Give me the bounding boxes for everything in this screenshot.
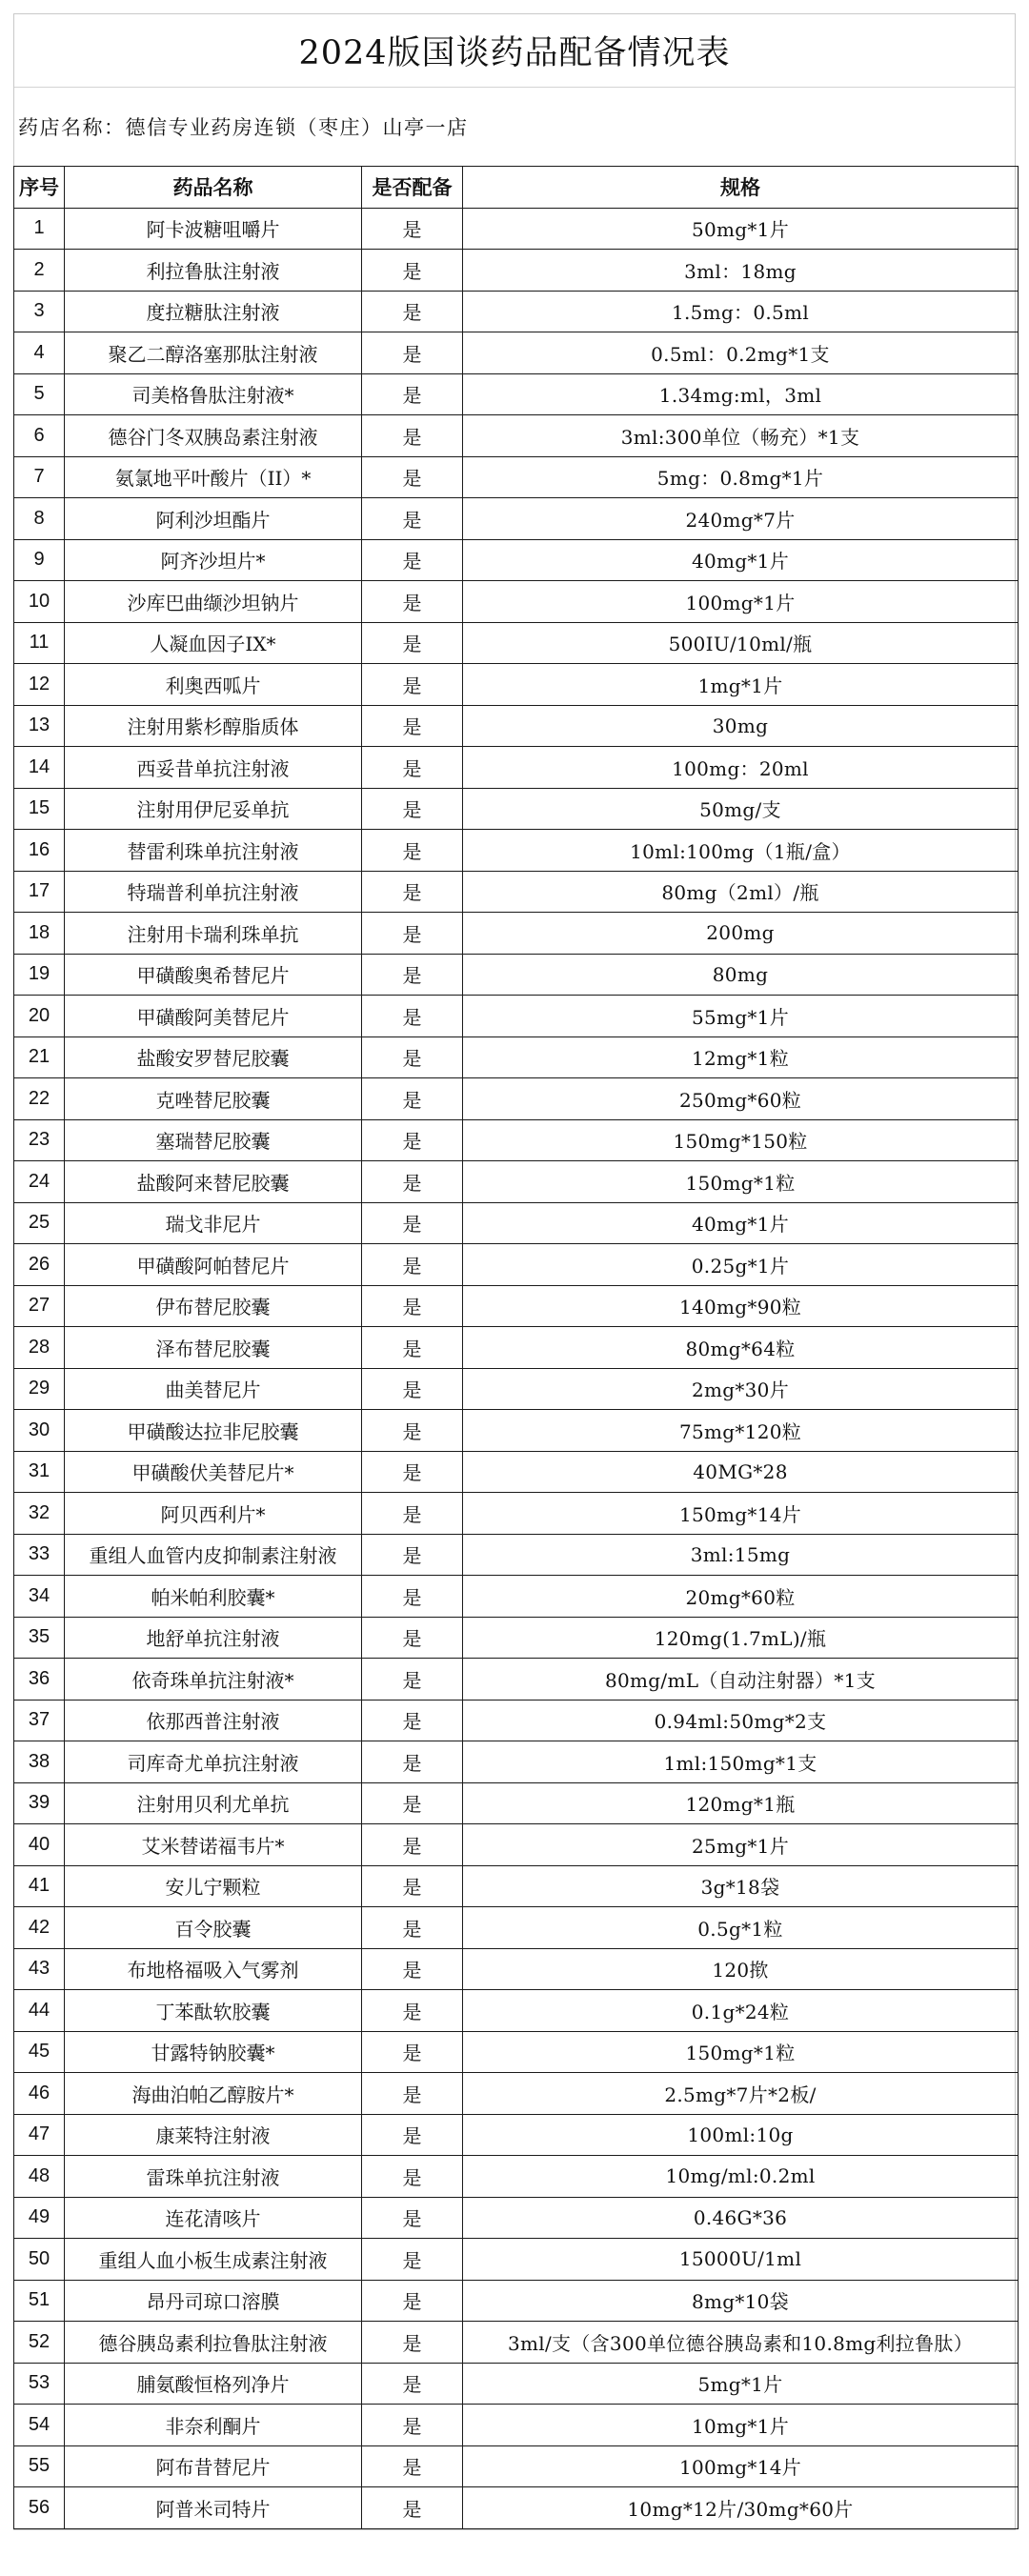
row-number: 18 <box>14 913 65 955</box>
equipped-status: 是 <box>362 1617 463 1659</box>
row-number: 51 <box>14 2280 65 2322</box>
equipped-status: 是 <box>362 2239 463 2281</box>
drug-name: 注射用卡瑞利珠单抗 <box>65 913 362 955</box>
table-row <box>14 1659 1019 1701</box>
drug-name: 依那西普注射液 <box>65 1700 362 1741</box>
equipped-status: 是 <box>362 1078 463 1120</box>
drug-name: 利奥西呱片 <box>65 664 362 706</box>
equipped-status: 是 <box>362 539 463 581</box>
drug-name: 海曲泊帕乙醇胺片* <box>65 2073 362 2115</box>
table-row <box>14 1948 1019 1990</box>
table-row <box>14 1907 1019 1949</box>
row-number: 35 <box>14 1617 65 1659</box>
row-number: 23 <box>14 1119 65 1161</box>
row-number: 5 <box>14 373 65 415</box>
drug-spec: 50mg/支 <box>463 788 1019 830</box>
table-row <box>14 498 1019 540</box>
table-row <box>14 830 1019 872</box>
row-number: 3 <box>14 291 65 332</box>
drug-spec: 3ml：18mg <box>463 250 1019 292</box>
drug-name: 甲磺酸阿美替尼片 <box>65 996 362 1037</box>
table-row <box>14 291 1019 332</box>
drug-name: 连花清咳片 <box>65 2197 362 2239</box>
drug-spec: 40mg*1片 <box>463 539 1019 581</box>
row-number: 13 <box>14 705 65 747</box>
equipped-status: 是 <box>362 664 463 706</box>
drug-spec: 30mg <box>463 705 1019 747</box>
drug-name: 帕米帕利胶囊* <box>65 1576 362 1618</box>
table-row <box>14 415 1019 457</box>
row-number: 8 <box>14 498 65 540</box>
store-name-label: 药店名称：德信专业药房连锁（枣庄）山亭一店 <box>18 116 469 139</box>
equipped-status: 是 <box>362 871 463 913</box>
row-number: 37 <box>14 1700 65 1741</box>
drug-spec: 10ml:100mg（1瓶/盒） <box>463 830 1019 872</box>
drug-spec: 20mg*60粒 <box>463 1576 1019 1618</box>
row-number: 16 <box>14 830 65 872</box>
drug-spec: 75mg*120粒 <box>463 1410 1019 1452</box>
row-number: 52 <box>14 2322 65 2364</box>
drug-spec: 0.5ml：0.2mg*1支 <box>463 332 1019 374</box>
table-row <box>14 208 1019 250</box>
header-equipped: 是否配备 <box>362 167 463 209</box>
drug-spec: 25mg*1片 <box>463 1824 1019 1866</box>
table-row <box>14 2031 1019 2073</box>
drug-spec: 2mg*30片 <box>463 1368 1019 1410</box>
row-number: 36 <box>14 1659 65 1701</box>
drug-name: 甘露特钠胶囊* <box>65 2031 362 2073</box>
drug-name: 注射用紫杉醇脂质体 <box>65 705 362 747</box>
table-row <box>14 1493 1019 1535</box>
drug-name: 特瑞普利单抗注射液 <box>65 871 362 913</box>
drug-name: 聚乙二醇洛塞那肽注射液 <box>65 332 362 374</box>
row-number: 26 <box>14 1244 65 1286</box>
equipped-status: 是 <box>362 1782 463 1824</box>
drug-name: 布地格福吸入气雾剂 <box>65 1948 362 1990</box>
table-row <box>14 2280 1019 2322</box>
drug-name: 司美格鲁肽注射液* <box>65 373 362 415</box>
row-number: 46 <box>14 2073 65 2115</box>
equipped-status: 是 <box>362 1244 463 1286</box>
drug-name: 瑞戈非尼片 <box>65 1202 362 1244</box>
row-number: 6 <box>14 415 65 457</box>
drug-spec: 1.34mg:ml，3ml <box>463 373 1019 415</box>
equipped-status: 是 <box>362 1327 463 1369</box>
drug-spec: 5mg*1片 <box>463 2363 1019 2405</box>
table-row <box>14 705 1019 747</box>
table-row <box>14 1534 1019 1576</box>
table-body <box>14 208 1019 2528</box>
equipped-status: 是 <box>362 2487 463 2529</box>
table-row <box>14 664 1019 706</box>
equipped-status: 是 <box>362 1741 463 1783</box>
table-row <box>14 539 1019 581</box>
drug-name: 注射用贝利尤单抗 <box>65 1782 362 1824</box>
equipped-status: 是 <box>362 1493 463 1535</box>
drug-spec: 120揿 <box>463 1948 1019 1990</box>
equipped-status: 是 <box>362 1368 463 1410</box>
equipped-status: 是 <box>362 291 463 332</box>
row-number: 11 <box>14 622 65 664</box>
row-number: 9 <box>14 539 65 581</box>
drug-spec: 150mg*1粒 <box>463 2031 1019 2073</box>
drug-name: 度拉糖肽注射液 <box>65 291 362 332</box>
table-row <box>14 2156 1019 2198</box>
row-number: 2 <box>14 250 65 292</box>
drug-spec: 3ml:15mg <box>463 1534 1019 1576</box>
drug-spec: 100mg*14片 <box>463 2445 1019 2487</box>
table-row <box>14 1576 1019 1618</box>
equipped-status: 是 <box>362 1824 463 1866</box>
row-number: 56 <box>14 2487 65 2529</box>
row-number: 33 <box>14 1534 65 1576</box>
table-row <box>14 913 1019 955</box>
equipped-status: 是 <box>362 1700 463 1741</box>
row-number: 19 <box>14 954 65 996</box>
row-number: 45 <box>14 2031 65 2073</box>
drug-spec: 500IU/10ml/瓶 <box>463 622 1019 664</box>
table-row <box>14 1451 1019 1493</box>
equipped-status: 是 <box>362 1161 463 1203</box>
drug-name: 安儿宁颗粒 <box>65 1865 362 1907</box>
row-number: 29 <box>14 1368 65 1410</box>
row-number: 4 <box>14 332 65 374</box>
equipped-status: 是 <box>362 208 463 250</box>
equipped-status: 是 <box>362 1990 463 2032</box>
equipped-status: 是 <box>362 2197 463 2239</box>
table-row <box>14 2487 1019 2529</box>
row-number: 7 <box>14 456 65 498</box>
drug-name: 阿卡波糖咀嚼片 <box>65 208 362 250</box>
table-row <box>14 1782 1019 1824</box>
row-number: 31 <box>14 1451 65 1493</box>
row-number: 24 <box>14 1161 65 1203</box>
drug-name: 盐酸阿来替尼胶囊 <box>65 1161 362 1203</box>
drug-spec: 12mg*1粒 <box>463 1036 1019 1078</box>
row-number: 50 <box>14 2239 65 2281</box>
equipped-status: 是 <box>362 1410 463 1452</box>
table-row <box>14 2197 1019 2239</box>
row-number: 28 <box>14 1327 65 1369</box>
row-number: 14 <box>14 747 65 789</box>
table-row <box>14 1700 1019 1741</box>
drug-name: 昂丹司琼口溶膜 <box>65 2280 362 2322</box>
drug-spec: 240mg*7片 <box>463 498 1019 540</box>
equipped-status: 是 <box>362 250 463 292</box>
equipped-status: 是 <box>362 2363 463 2405</box>
table-row <box>14 1036 1019 1078</box>
table-row <box>14 1285 1019 1327</box>
row-number: 30 <box>14 1410 65 1452</box>
drug-name: 盐酸安罗替尼胶囊 <box>65 1036 362 1078</box>
table-row <box>14 332 1019 374</box>
table-row <box>14 1119 1019 1161</box>
drug-name: 丁苯酞软胶囊 <box>65 1990 362 2032</box>
drug-name: 脯氨酸恒格列净片 <box>65 2363 362 2405</box>
drug-spec: 200mg <box>463 913 1019 955</box>
row-number: 40 <box>14 1824 65 1866</box>
drug-name: 甲磺酸达拉非尼胶囊 <box>65 1410 362 1452</box>
table-row <box>14 2239 1019 2281</box>
document-sheet <box>13 13 1016 2530</box>
drug-name: 地舒单抗注射液 <box>65 1617 362 1659</box>
table-row <box>14 1202 1019 1244</box>
row-number: 42 <box>14 1907 65 1949</box>
table-row <box>14 1824 1019 1866</box>
table-row <box>14 1865 1019 1907</box>
drug-spec: 1.5mg：0.5ml <box>463 291 1019 332</box>
drug-spec: 3g*18袋 <box>463 1865 1019 1907</box>
drug-name: 阿普米司特片 <box>65 2487 362 2529</box>
drug-spec: 2.5mg*7片*2板/ <box>463 2073 1019 2115</box>
drug-spec: 80mg（2ml）/瓶 <box>463 871 1019 913</box>
row-number: 20 <box>14 996 65 1037</box>
equipped-status: 是 <box>362 830 463 872</box>
table-row <box>14 1244 1019 1286</box>
drug-spec: 10mg*1片 <box>463 2405 1019 2446</box>
drug-name: 阿布昔替尼片 <box>65 2445 362 2487</box>
drug-spec: 3ml:300单位（畅充）*1支 <box>463 415 1019 457</box>
header-no: 序号 <box>14 167 65 209</box>
equipped-status: 是 <box>362 373 463 415</box>
header-row <box>14 167 1019 209</box>
drug-name: 阿齐沙坦片* <box>65 539 362 581</box>
drug-name: 百令胶囊 <box>65 1907 362 1949</box>
row-number: 32 <box>14 1493 65 1535</box>
row-number: 27 <box>14 1285 65 1327</box>
drug-spec: 8mg*10袋 <box>463 2280 1019 2322</box>
equipped-status: 是 <box>362 788 463 830</box>
table-header <box>14 167 1019 209</box>
equipped-status: 是 <box>362 332 463 374</box>
drug-spec: 100mg*1片 <box>463 581 1019 623</box>
drug-name: 阿利沙坦酯片 <box>65 498 362 540</box>
drug-name: 甲磺酸奥希替尼片 <box>65 954 362 996</box>
table-row <box>14 581 1019 623</box>
equipped-status: 是 <box>362 2445 463 2487</box>
drug-spec: 3ml/支（含300单位德谷胰岛素和10.8mg利拉鲁肽） <box>463 2322 1019 2364</box>
drug-name: 注射用伊尼妥单抗 <box>65 788 362 830</box>
table-row <box>14 996 1019 1037</box>
drug-name: 替雷利珠单抗注射液 <box>65 830 362 872</box>
row-number: 17 <box>14 871 65 913</box>
equipped-status: 是 <box>362 1948 463 1990</box>
drug-name: 泽布替尼胶囊 <box>65 1327 362 1369</box>
drug-spec: 40MG*28 <box>463 1451 1019 1493</box>
drug-spec: 150mg*150粒 <box>463 1119 1019 1161</box>
drug-spec: 0.94ml:50mg*2支 <box>463 1700 1019 1741</box>
row-number: 47 <box>14 2114 65 2156</box>
drug-spec: 140mg*90粒 <box>463 1285 1019 1327</box>
equipped-status: 是 <box>362 1202 463 1244</box>
equipped-status: 是 <box>362 2073 463 2115</box>
row-number: 53 <box>14 2363 65 2405</box>
drug-spec: 50mg*1片 <box>463 208 1019 250</box>
equipped-status: 是 <box>362 747 463 789</box>
drug-spec: 80mg*64粒 <box>463 1327 1019 1369</box>
drug-spec: 1ml:150mg*1支 <box>463 1741 1019 1783</box>
equipped-status: 是 <box>362 1036 463 1078</box>
table-row <box>14 250 1019 292</box>
drug-spec: 80mg/mL（自动注射器）*1支 <box>463 1659 1019 1701</box>
drug-spec: 10mg/ml:0.2ml <box>463 2156 1019 2198</box>
equipped-status: 是 <box>362 913 463 955</box>
drug-name: 司库奇尤单抗注射液 <box>65 1741 362 1783</box>
equipped-status: 是 <box>362 1907 463 1949</box>
equipped-status: 是 <box>362 2156 463 2198</box>
row-number: 10 <box>14 581 65 623</box>
table-row <box>14 2363 1019 2405</box>
row-number: 1 <box>14 208 65 250</box>
equipped-status: 是 <box>362 581 463 623</box>
table-row <box>14 373 1019 415</box>
equipped-status: 是 <box>362 2114 463 2156</box>
row-number: 54 <box>14 2405 65 2446</box>
table-row <box>14 1078 1019 1120</box>
drug-spec: 100mg：20ml <box>463 747 1019 789</box>
header-spec: 规格 <box>463 167 1019 209</box>
table-row <box>14 1161 1019 1203</box>
drug-name: 依奇珠单抗注射液* <box>65 1659 362 1701</box>
row-number: 38 <box>14 1741 65 1783</box>
equipped-status: 是 <box>362 996 463 1037</box>
row-number: 43 <box>14 1948 65 1990</box>
equipped-status: 是 <box>362 415 463 457</box>
drug-name: 康莱特注射液 <box>65 2114 362 2156</box>
equipped-status: 是 <box>362 2322 463 2364</box>
row-number: 41 <box>14 1865 65 1907</box>
equipped-status: 是 <box>362 1119 463 1161</box>
drug-spec: 120mg(1.7mL)/瓶 <box>463 1617 1019 1659</box>
drug-name: 克唑替尼胶囊 <box>65 1078 362 1120</box>
table-row <box>14 1741 1019 1783</box>
drug-spec: 0.46G*36 <box>463 2197 1019 2239</box>
row-number: 49 <box>14 2197 65 2239</box>
drug-name: 利拉鲁肽注射液 <box>65 250 362 292</box>
drug-spec: 80mg <box>463 954 1019 996</box>
equipped-status: 是 <box>362 2280 463 2322</box>
equipped-status: 是 <box>362 2031 463 2073</box>
drug-name: 曲美替尼片 <box>65 1368 362 1410</box>
table-row <box>14 1617 1019 1659</box>
row-number: 48 <box>14 2156 65 2198</box>
table-row <box>14 456 1019 498</box>
equipped-status: 是 <box>362 622 463 664</box>
table-row <box>14 1410 1019 1452</box>
drug-spec: 0.25g*1片 <box>463 1244 1019 1286</box>
drug-spec: 40mg*1片 <box>463 1202 1019 1244</box>
drug-spec: 150mg*14片 <box>463 1493 1019 1535</box>
table-row <box>14 1368 1019 1410</box>
drug-name: 甲磺酸伏美替尼片* <box>65 1451 362 1493</box>
equipped-status: 是 <box>362 498 463 540</box>
drug-name: 塞瑞替尼胶囊 <box>65 1119 362 1161</box>
table-row <box>14 2405 1019 2446</box>
header-name: 药品名称 <box>65 167 362 209</box>
drug-name: 重组人血管内皮抑制素注射液 <box>65 1534 362 1576</box>
drug-spec: 100ml:10g <box>463 2114 1019 2156</box>
table-row <box>14 747 1019 789</box>
drug-name: 氨氯地平叶酸片（II）* <box>65 456 362 498</box>
drug-spec: 0.1g*24粒 <box>463 1990 1019 2032</box>
drug-spec: 120mg*1瓶 <box>463 1782 1019 1824</box>
drug-name: 甲磺酸阿帕替尼片 <box>65 1244 362 1286</box>
equipped-status: 是 <box>362 456 463 498</box>
table-row <box>14 2073 1019 2115</box>
drug-name: 重组人血小板生成素注射液 <box>65 2239 362 2281</box>
equipped-status: 是 <box>362 1659 463 1701</box>
drug-spec: 15000U/1ml <box>463 2239 1019 2281</box>
row-number: 55 <box>14 2445 65 2487</box>
row-number: 21 <box>14 1036 65 1078</box>
table-row <box>14 2114 1019 2156</box>
drug-name: 伊布替尼胶囊 <box>65 1285 362 1327</box>
drug-spec: 250mg*60粒 <box>463 1078 1019 1120</box>
drug-name: 雷珠单抗注射液 <box>65 2156 362 2198</box>
table-row <box>14 1990 1019 2032</box>
drug-name: 德谷胰岛素利拉鲁肽注射液 <box>65 2322 362 2364</box>
drug-name: 沙库巴曲缬沙坦钠片 <box>65 581 362 623</box>
drug-spec: 5mg：0.8mg*1片 <box>463 456 1019 498</box>
table-row <box>14 622 1019 664</box>
equipped-status: 是 <box>362 1576 463 1618</box>
drug-name: 人凝血因子IX* <box>65 622 362 664</box>
drug-spec: 55mg*1片 <box>463 996 1019 1037</box>
row-number: 39 <box>14 1782 65 1824</box>
drug-spec: 0.5g*1粒 <box>463 1907 1019 1949</box>
equipped-status: 是 <box>362 954 463 996</box>
equipped-status: 是 <box>362 1285 463 1327</box>
row-number: 44 <box>14 1990 65 2032</box>
row-number: 25 <box>14 1202 65 1244</box>
drug-name: 德谷门冬双胰岛素注射液 <box>65 415 362 457</box>
equipped-status: 是 <box>362 705 463 747</box>
drug-name: 非奈利酮片 <box>65 2405 362 2446</box>
equipped-status: 是 <box>362 1451 463 1493</box>
row-number: 34 <box>14 1576 65 1618</box>
drug-spec: 1mg*1片 <box>463 664 1019 706</box>
table-row <box>14 2322 1019 2364</box>
drug-name: 艾米替诺福韦片* <box>65 1824 362 1866</box>
table-row <box>14 788 1019 830</box>
drug-name: 阿贝西利片* <box>65 1493 362 1535</box>
equipped-status: 是 <box>362 1865 463 1907</box>
drug-spec: 150mg*1粒 <box>463 1161 1019 1203</box>
table-row <box>14 954 1019 996</box>
drug-name: 西妥昔单抗注射液 <box>65 747 362 789</box>
page-title: 2024版国谈药品配备情况表 <box>14 14 1015 88</box>
drug-spec: 10mg*12片/30mg*60片 <box>463 2487 1019 2529</box>
drug-table <box>13 166 1019 2529</box>
row-number: 22 <box>14 1078 65 1120</box>
row-number: 12 <box>14 664 65 706</box>
table-row <box>14 871 1019 913</box>
table-row <box>14 1327 1019 1369</box>
equipped-status: 是 <box>362 1534 463 1576</box>
table-row <box>14 2445 1019 2487</box>
row-number: 15 <box>14 788 65 830</box>
equipped-status: 是 <box>362 2405 463 2446</box>
